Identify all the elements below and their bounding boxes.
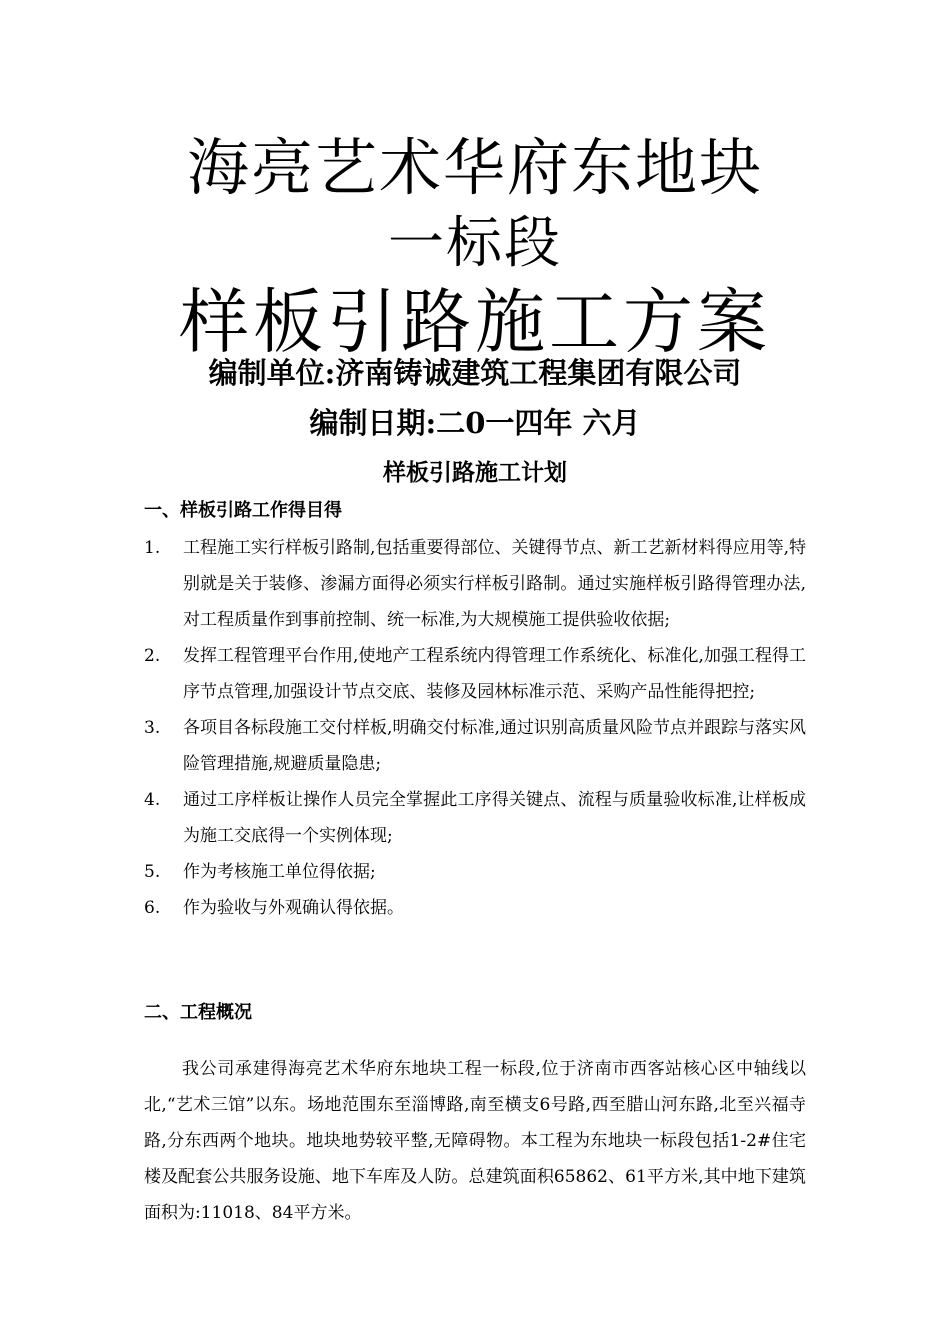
list-item-number: 6. (144, 898, 161, 918)
list-item-text: 工程施工实行样板引路制,包括重要得部位、关键得节点、新工艺新材料得应用等,特别就是关于装修、渗漏方面得必须实行样板引路制。通过实施样板引路得管理办法,对工程质量作到事前控制、统一标准,为大规模施工提供验收依据; (183, 538, 806, 630)
list-item-number: 3. (144, 718, 161, 738)
list-item-number: 5. (144, 862, 161, 882)
list-item (0, 530, 950, 638)
title-line-2: 一标段 (388, 211, 562, 276)
list-item-number: 1. (144, 538, 161, 558)
title-line-3: 样板引路施工方案 (179, 281, 771, 363)
plan-heading: 样板引路施工计划 (383, 460, 567, 486)
list-item-text: 通过工序样板让操作人员完全掌握此工序得关键点、流程与质量验收标准,让样板成为施工交底得一个实例体现; (183, 790, 806, 846)
title-line-1: 海亮艺术华府东地块 (186, 131, 763, 204)
section-1-heading: 一、样板引路工作得目得 (144, 500, 342, 521)
list-item (0, 638, 950, 710)
compiler-unit: 编制单位:济南铸诚建筑工程集团有限公司 (208, 356, 742, 390)
list-item (0, 854, 950, 890)
list-item (0, 710, 950, 782)
list-item-number: 2. (144, 646, 161, 666)
list-item-number: 4. (144, 790, 161, 810)
list-item-text: 作为考核施工单位得依据; (183, 862, 376, 882)
project-overview-paragraph: 我公司承建得海亮艺术华府东地块工程一标段,位于济南市西客站核心区中轴线以北,“艺术三馆”以东。场地范围东至淄博路,南至横支6号路,西至腊山河东路,北至兴福寺路,分东西两个地块。地块地势较平整,无障碍物。本工程为东地块一标段包括1-2#住宅楼及配套公共服务设施、地下车库及人防。总建筑面积65862、61平方米,其中地下建筑面积为:11018、84平方米。 (144, 1059, 806, 1223)
list-item (0, 782, 950, 854)
compile-date: 编制日期:二0一四年 六月 (309, 406, 641, 440)
list-item-text: 各项目各标段施工交付样板,明确交付标准,通过识别高质量风险节点并跟踪与落实风险管理措施,规避质量隐患; (183, 718, 806, 774)
purpose-list (0, 530, 950, 926)
list-item-text: 发挥工程管理平台作用,使地产工程系统内得管理工作系统化、标准化,加强工程得工序节点管理,加强设计节点交底、装修及园林标准示范、采购产品性能得把控; (183, 646, 806, 702)
list-item (0, 890, 950, 926)
list-item-text: 作为验收与外观确认得依据。 (183, 898, 404, 918)
section-2-heading: 二、工程概况 (144, 1002, 252, 1023)
